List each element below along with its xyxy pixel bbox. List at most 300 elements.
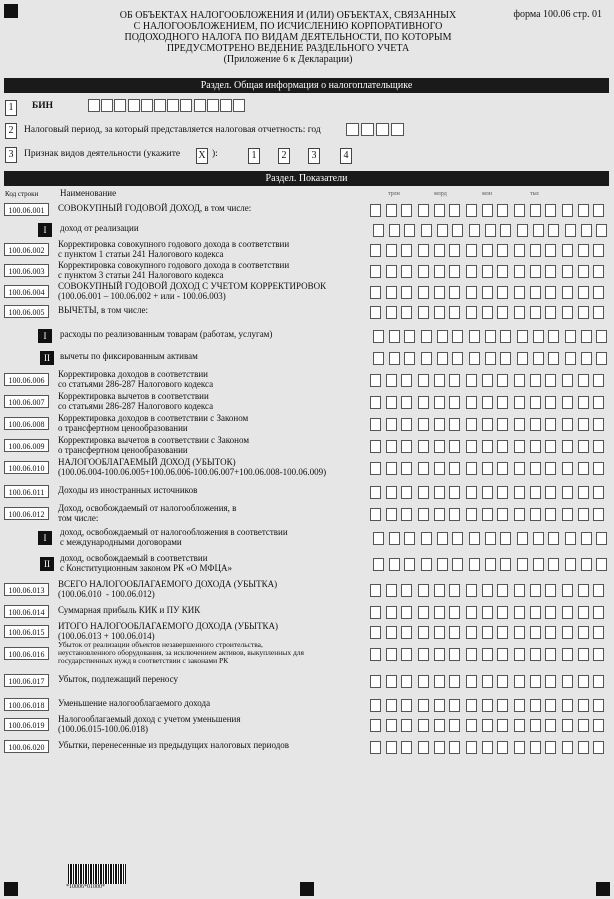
amount-digit-cell[interactable] xyxy=(514,286,525,299)
amount-digit-cell[interactable] xyxy=(386,244,397,257)
amount-digit-cell[interactable] xyxy=(482,244,493,257)
amount-digit-cell[interactable] xyxy=(593,306,604,319)
amount-digit-cell[interactable] xyxy=(482,418,493,431)
amount-digit-cell[interactable] xyxy=(418,374,429,387)
amount-digit-cell[interactable] xyxy=(596,532,607,545)
amount-digit-cell[interactable] xyxy=(545,265,556,278)
amount-digit-cell[interactable] xyxy=(530,265,541,278)
amount-digit-cell[interactable] xyxy=(497,741,508,754)
amount-digit-cell[interactable] xyxy=(466,606,477,619)
amount-digit-cell[interactable] xyxy=(401,286,412,299)
activity-option-2-checkbox[interactable]: 2 xyxy=(278,148,290,164)
amount-digit-cell[interactable] xyxy=(500,558,511,571)
amount-digit-cell[interactable] xyxy=(562,440,573,453)
amount-digit-cell[interactable] xyxy=(449,648,460,661)
amount-digit-cell[interactable] xyxy=(386,584,397,597)
amount-digit-cell[interactable] xyxy=(401,244,412,257)
amount-digit-cell[interactable] xyxy=(401,265,412,278)
amount-digit-cell[interactable] xyxy=(434,418,445,431)
amount-digit-cell[interactable] xyxy=(386,699,397,712)
amount-digit-cell[interactable] xyxy=(482,675,493,688)
amount-digit-cell[interactable] xyxy=(593,486,604,499)
amount-digit-cell[interactable] xyxy=(581,558,592,571)
amount-digit-cell[interactable] xyxy=(434,675,445,688)
digit-cell[interactable] xyxy=(361,123,374,136)
amount-digit-cell[interactable] xyxy=(434,584,445,597)
amount-digit-cell[interactable] xyxy=(578,418,589,431)
amount-digit-cell[interactable] xyxy=(578,508,589,521)
amount-digit-cell[interactable] xyxy=(449,486,460,499)
amount-digit-cell[interactable] xyxy=(466,508,477,521)
amount-digit-cell[interactable] xyxy=(545,508,556,521)
amount-digit-cell[interactable] xyxy=(514,648,525,661)
amount-digit-cell[interactable] xyxy=(578,699,589,712)
amount-digit-cell[interactable] xyxy=(418,306,429,319)
amount-digit-cell[interactable] xyxy=(497,306,508,319)
amount-digit-cell[interactable] xyxy=(401,719,412,732)
amount-digit-cell[interactable] xyxy=(485,352,496,365)
amount-digit-cell[interactable] xyxy=(548,558,559,571)
amount-digit-cell[interactable] xyxy=(482,286,493,299)
amount-digit-cell[interactable] xyxy=(389,558,400,571)
amount-digit-cell[interactable] xyxy=(370,699,381,712)
amount-digit-cell[interactable] xyxy=(386,626,397,639)
amount-digit-cell[interactable] xyxy=(386,486,397,499)
digit-cell[interactable] xyxy=(194,99,206,112)
amount-digit-cell[interactable] xyxy=(530,584,541,597)
amount-digit-cell[interactable] xyxy=(514,626,525,639)
amount-digit-cell[interactable] xyxy=(386,508,397,521)
amount-digit-cell[interactable] xyxy=(514,418,525,431)
amount-digit-cell[interactable] xyxy=(578,396,589,409)
amount-digit-cell[interactable] xyxy=(593,244,604,257)
amount-digit-cell[interactable] xyxy=(373,224,384,237)
amount-digit-cell[interactable] xyxy=(389,532,400,545)
amount-digit-cell[interactable] xyxy=(401,648,412,661)
amount-digit-cell[interactable] xyxy=(449,265,460,278)
amount-digit-cell[interactable] xyxy=(482,508,493,521)
amount-digit-cell[interactable] xyxy=(466,418,477,431)
amount-digit-cell[interactable] xyxy=(434,204,445,217)
amount-digit-cell[interactable] xyxy=(370,374,381,387)
amount-digit-cell[interactable] xyxy=(418,204,429,217)
amount-digit-cell[interactable] xyxy=(386,648,397,661)
amount-digit-cell[interactable] xyxy=(562,508,573,521)
amount-digit-cell[interactable] xyxy=(578,265,589,278)
amount-digit-cell[interactable] xyxy=(466,244,477,257)
amount-digit-cell[interactable] xyxy=(370,440,381,453)
amount-digit-cell[interactable] xyxy=(593,648,604,661)
amount-digit-cell[interactable] xyxy=(370,675,381,688)
amount-digit-cell[interactable] xyxy=(434,648,445,661)
amount-digit-cell[interactable] xyxy=(545,204,556,217)
amount-digit-cell[interactable] xyxy=(593,719,604,732)
amount-digit-cell[interactable] xyxy=(530,741,541,754)
amount-digit-cell[interactable] xyxy=(466,675,477,688)
amount-digit-cell[interactable] xyxy=(482,486,493,499)
amount-digit-cell[interactable] xyxy=(404,330,415,343)
amount-digit-cell[interactable] xyxy=(497,204,508,217)
amount-digit-cell[interactable] xyxy=(514,204,525,217)
amount-digit-cell[interactable] xyxy=(497,675,508,688)
amount-digit-cell[interactable] xyxy=(482,265,493,278)
amount-digit-cell[interactable] xyxy=(497,584,508,597)
amount-digit-cell[interactable] xyxy=(373,532,384,545)
amount-digit-cell[interactable] xyxy=(401,462,412,475)
amount-digit-cell[interactable] xyxy=(418,699,429,712)
amount-digit-cell[interactable] xyxy=(469,532,480,545)
amount-digit-cell[interactable] xyxy=(562,204,573,217)
amount-digit-cell[interactable] xyxy=(562,699,573,712)
amount-digit-cell[interactable] xyxy=(545,418,556,431)
amount-digit-cell[interactable] xyxy=(418,396,429,409)
amount-digit-cell[interactable] xyxy=(545,648,556,661)
amount-digit-cell[interactable] xyxy=(370,244,381,257)
amount-digit-cell[interactable] xyxy=(593,418,604,431)
amount-digit-cell[interactable] xyxy=(418,719,429,732)
amount-digit-cell[interactable] xyxy=(449,626,460,639)
amount-digit-cell[interactable] xyxy=(418,486,429,499)
amount-digit-cell[interactable] xyxy=(497,396,508,409)
amount-digit-cell[interactable] xyxy=(370,626,381,639)
amount-digit-cell[interactable] xyxy=(517,532,528,545)
amount-digit-cell[interactable] xyxy=(466,648,477,661)
amount-digit-cell[interactable] xyxy=(485,558,496,571)
amount-digit-cell[interactable] xyxy=(497,374,508,387)
amount-digit-cell[interactable] xyxy=(562,306,573,319)
amount-digit-cell[interactable] xyxy=(497,508,508,521)
amount-digit-cell[interactable] xyxy=(482,648,493,661)
amount-digit-cell[interactable] xyxy=(565,224,576,237)
digit-cell[interactable] xyxy=(346,123,359,136)
amount-digit-cell[interactable] xyxy=(434,719,445,732)
digit-cell[interactable] xyxy=(101,99,113,112)
amount-digit-cell[interactable] xyxy=(449,719,460,732)
amount-digit-cell[interactable] xyxy=(401,606,412,619)
amount-digit-cell[interactable] xyxy=(578,606,589,619)
amount-digit-cell[interactable] xyxy=(404,532,415,545)
amount-digit-cell[interactable] xyxy=(370,486,381,499)
amount-digit-cell[interactable] xyxy=(578,648,589,661)
amount-digit-cell[interactable] xyxy=(449,440,460,453)
amount-digit-cell[interactable] xyxy=(449,286,460,299)
amount-digit-cell[interactable] xyxy=(530,286,541,299)
amount-digit-cell[interactable] xyxy=(418,286,429,299)
amount-digit-cell[interactable] xyxy=(434,306,445,319)
digit-cell[interactable] xyxy=(128,99,140,112)
amount-digit-cell[interactable] xyxy=(466,374,477,387)
amount-digit-cell[interactable] xyxy=(386,204,397,217)
amount-digit-cell[interactable] xyxy=(530,699,541,712)
amount-digit-cell[interactable] xyxy=(449,584,460,597)
amount-digit-cell[interactable] xyxy=(593,741,604,754)
amount-digit-cell[interactable] xyxy=(373,352,384,365)
amount-digit-cell[interactable] xyxy=(449,396,460,409)
amount-digit-cell[interactable] xyxy=(434,508,445,521)
amount-digit-cell[interactable] xyxy=(545,396,556,409)
amount-digit-cell[interactable] xyxy=(401,699,412,712)
digit-cell[interactable] xyxy=(376,123,389,136)
amount-digit-cell[interactable] xyxy=(514,584,525,597)
amount-digit-cell[interactable] xyxy=(449,699,460,712)
amount-digit-cell[interactable] xyxy=(497,440,508,453)
amount-digit-cell[interactable] xyxy=(437,224,448,237)
amount-digit-cell[interactable] xyxy=(562,584,573,597)
amount-digit-cell[interactable] xyxy=(562,626,573,639)
amount-digit-cell[interactable] xyxy=(562,244,573,257)
amount-digit-cell[interactable] xyxy=(578,675,589,688)
amount-digit-cell[interactable] xyxy=(418,462,429,475)
amount-digit-cell[interactable] xyxy=(437,330,448,343)
digit-cell[interactable] xyxy=(391,123,404,136)
amount-digit-cell[interactable] xyxy=(418,244,429,257)
amount-digit-cell[interactable] xyxy=(421,558,432,571)
digit-cell[interactable] xyxy=(233,99,245,112)
amount-digit-cell[interactable] xyxy=(562,418,573,431)
amount-digit-cell[interactable] xyxy=(449,508,460,521)
amount-digit-cell[interactable] xyxy=(530,486,541,499)
amount-digit-cell[interactable] xyxy=(449,675,460,688)
amount-digit-cell[interactable] xyxy=(514,374,525,387)
amount-digit-cell[interactable] xyxy=(466,204,477,217)
amount-digit-cell[interactable] xyxy=(421,224,432,237)
amount-digit-cell[interactable] xyxy=(469,558,480,571)
digit-cell[interactable] xyxy=(207,99,219,112)
digit-cell[interactable] xyxy=(220,99,232,112)
activity-option-3-checkbox[interactable]: 3 xyxy=(308,148,320,164)
amount-digit-cell[interactable] xyxy=(434,396,445,409)
amount-digit-cell[interactable] xyxy=(545,741,556,754)
amount-digit-cell[interactable] xyxy=(562,675,573,688)
digit-cell[interactable] xyxy=(180,99,192,112)
amount-digit-cell[interactable] xyxy=(548,330,559,343)
amount-digit-cell[interactable] xyxy=(593,606,604,619)
amount-digit-cell[interactable] xyxy=(514,508,525,521)
amount-digit-cell[interactable] xyxy=(514,675,525,688)
amount-digit-cell[interactable] xyxy=(562,374,573,387)
amount-digit-cell[interactable] xyxy=(514,606,525,619)
amount-digit-cell[interactable] xyxy=(466,396,477,409)
amount-digit-cell[interactable] xyxy=(401,675,412,688)
amount-digit-cell[interactable] xyxy=(530,606,541,619)
amount-digit-cell[interactable] xyxy=(514,741,525,754)
amount-digit-cell[interactable] xyxy=(545,462,556,475)
amount-digit-cell[interactable] xyxy=(401,626,412,639)
amount-digit-cell[interactable] xyxy=(404,224,415,237)
amount-digit-cell[interactable] xyxy=(545,286,556,299)
amount-digit-cell[interactable] xyxy=(578,584,589,597)
amount-digit-cell[interactable] xyxy=(421,330,432,343)
amount-digit-cell[interactable] xyxy=(418,584,429,597)
amount-digit-cell[interactable] xyxy=(466,306,477,319)
amount-digit-cell[interactable] xyxy=(562,286,573,299)
amount-digit-cell[interactable] xyxy=(418,440,429,453)
amount-digit-cell[interactable] xyxy=(373,558,384,571)
amount-digit-cell[interactable] xyxy=(370,306,381,319)
amount-digit-cell[interactable] xyxy=(562,486,573,499)
amount-digit-cell[interactable] xyxy=(449,418,460,431)
amount-digit-cell[interactable] xyxy=(593,396,604,409)
amount-digit-cell[interactable] xyxy=(593,462,604,475)
amount-digit-cell[interactable] xyxy=(469,352,480,365)
amount-digit-cell[interactable] xyxy=(482,719,493,732)
amount-digit-cell[interactable] xyxy=(449,374,460,387)
amount-digit-cell[interactable] xyxy=(401,440,412,453)
amount-digit-cell[interactable] xyxy=(482,626,493,639)
amount-digit-cell[interactable] xyxy=(530,626,541,639)
amount-digit-cell[interactable] xyxy=(517,352,528,365)
amount-digit-cell[interactable] xyxy=(545,486,556,499)
amount-digit-cell[interactable] xyxy=(545,374,556,387)
amount-digit-cell[interactable] xyxy=(562,462,573,475)
amount-digit-cell[interactable] xyxy=(596,330,607,343)
amount-digit-cell[interactable] xyxy=(401,396,412,409)
amount-digit-cell[interactable] xyxy=(545,626,556,639)
amount-digit-cell[interactable] xyxy=(596,224,607,237)
amount-digit-cell[interactable] xyxy=(517,330,528,343)
amount-digit-cell[interactable] xyxy=(578,741,589,754)
amount-digit-cell[interactable] xyxy=(530,719,541,732)
amount-digit-cell[interactable] xyxy=(593,440,604,453)
amount-digit-cell[interactable] xyxy=(482,584,493,597)
amount-digit-cell[interactable] xyxy=(370,606,381,619)
amount-digit-cell[interactable] xyxy=(370,741,381,754)
amount-digit-cell[interactable] xyxy=(497,286,508,299)
amount-digit-cell[interactable] xyxy=(373,330,384,343)
amount-digit-cell[interactable] xyxy=(565,532,576,545)
amount-digit-cell[interactable] xyxy=(386,396,397,409)
amount-digit-cell[interactable] xyxy=(389,330,400,343)
digit-cell[interactable] xyxy=(167,99,179,112)
amount-digit-cell[interactable] xyxy=(500,224,511,237)
amount-digit-cell[interactable] xyxy=(578,204,589,217)
amount-digit-cell[interactable] xyxy=(370,396,381,409)
digit-cell[interactable] xyxy=(114,99,126,112)
amount-digit-cell[interactable] xyxy=(482,374,493,387)
amount-digit-cell[interactable] xyxy=(386,418,397,431)
amount-digit-cell[interactable] xyxy=(482,440,493,453)
amount-digit-cell[interactable] xyxy=(389,352,400,365)
amount-digit-cell[interactable] xyxy=(466,486,477,499)
amount-digit-cell[interactable] xyxy=(562,741,573,754)
amount-digit-cell[interactable] xyxy=(482,741,493,754)
amount-digit-cell[interactable] xyxy=(517,558,528,571)
digit-cell[interactable] xyxy=(154,99,166,112)
amount-digit-cell[interactable] xyxy=(562,606,573,619)
amount-digit-cell[interactable] xyxy=(434,741,445,754)
amount-digit-cell[interactable] xyxy=(545,719,556,732)
amount-digit-cell[interactable] xyxy=(530,462,541,475)
amount-digit-cell[interactable] xyxy=(418,626,429,639)
amount-digit-cell[interactable] xyxy=(578,306,589,319)
amount-digit-cell[interactable] xyxy=(545,244,556,257)
amount-digit-cell[interactable] xyxy=(418,606,429,619)
amount-digit-cell[interactable] xyxy=(562,265,573,278)
amount-digit-cell[interactable] xyxy=(401,508,412,521)
amount-digit-cell[interactable] xyxy=(386,606,397,619)
amount-digit-cell[interactable] xyxy=(497,244,508,257)
amount-digit-cell[interactable] xyxy=(497,265,508,278)
amount-digit-cell[interactable] xyxy=(593,286,604,299)
amount-digit-cell[interactable] xyxy=(389,224,400,237)
amount-digit-cell[interactable] xyxy=(497,648,508,661)
amount-digit-cell[interactable] xyxy=(418,265,429,278)
amount-digit-cell[interactable] xyxy=(545,606,556,619)
amount-digit-cell[interactable] xyxy=(593,675,604,688)
amount-digit-cell[interactable] xyxy=(482,462,493,475)
amount-digit-cell[interactable] xyxy=(578,626,589,639)
amount-digit-cell[interactable] xyxy=(370,462,381,475)
amount-digit-cell[interactable] xyxy=(530,244,541,257)
amount-digit-cell[interactable] xyxy=(593,508,604,521)
amount-digit-cell[interactable] xyxy=(548,352,559,365)
amount-digit-cell[interactable] xyxy=(452,532,463,545)
amount-digit-cell[interactable] xyxy=(562,719,573,732)
amount-digit-cell[interactable] xyxy=(386,306,397,319)
amount-digit-cell[interactable] xyxy=(452,224,463,237)
amount-digit-cell[interactable] xyxy=(578,462,589,475)
amount-digit-cell[interactable] xyxy=(452,558,463,571)
amount-digit-cell[interactable] xyxy=(497,699,508,712)
amount-digit-cell[interactable] xyxy=(565,352,576,365)
amount-digit-cell[interactable] xyxy=(386,719,397,732)
amount-digit-cell[interactable] xyxy=(514,244,525,257)
amount-digit-cell[interactable] xyxy=(401,418,412,431)
amount-digit-cell[interactable] xyxy=(593,265,604,278)
amount-digit-cell[interactable] xyxy=(370,204,381,217)
amount-digit-cell[interactable] xyxy=(581,352,592,365)
amount-digit-cell[interactable] xyxy=(449,306,460,319)
amount-digit-cell[interactable] xyxy=(514,486,525,499)
amount-digit-cell[interactable] xyxy=(434,486,445,499)
amount-digit-cell[interactable] xyxy=(565,558,576,571)
amount-digit-cell[interactable] xyxy=(578,719,589,732)
amount-digit-cell[interactable] xyxy=(466,626,477,639)
amount-digit-cell[interactable] xyxy=(466,741,477,754)
amount-digit-cell[interactable] xyxy=(530,396,541,409)
amount-digit-cell[interactable] xyxy=(533,532,544,545)
amount-digit-cell[interactable] xyxy=(449,244,460,257)
amount-digit-cell[interactable] xyxy=(449,462,460,475)
amount-digit-cell[interactable] xyxy=(449,204,460,217)
amount-digit-cell[interactable] xyxy=(545,440,556,453)
amount-digit-cell[interactable] xyxy=(401,374,412,387)
amount-digit-cell[interactable] xyxy=(434,606,445,619)
amount-digit-cell[interactable] xyxy=(593,626,604,639)
amount-digit-cell[interactable] xyxy=(418,418,429,431)
amount-digit-cell[interactable] xyxy=(418,508,429,521)
digit-cell[interactable] xyxy=(141,99,153,112)
amount-digit-cell[interactable] xyxy=(434,440,445,453)
amount-digit-cell[interactable] xyxy=(401,486,412,499)
amount-digit-cell[interactable] xyxy=(545,675,556,688)
amount-digit-cell[interactable] xyxy=(548,532,559,545)
amount-digit-cell[interactable] xyxy=(404,352,415,365)
amount-digit-cell[interactable] xyxy=(437,558,448,571)
amount-digit-cell[interactable] xyxy=(452,352,463,365)
amount-digit-cell[interactable] xyxy=(578,244,589,257)
amount-digit-cell[interactable] xyxy=(434,626,445,639)
amount-digit-cell[interactable] xyxy=(449,606,460,619)
amount-digit-cell[interactable] xyxy=(386,440,397,453)
amount-digit-cell[interactable] xyxy=(437,352,448,365)
amount-digit-cell[interactable] xyxy=(530,306,541,319)
amount-digit-cell[interactable] xyxy=(530,418,541,431)
amount-digit-cell[interactable] xyxy=(514,462,525,475)
amount-digit-cell[interactable] xyxy=(530,675,541,688)
amount-digit-cell[interactable] xyxy=(370,508,381,521)
amount-digit-cell[interactable] xyxy=(530,204,541,217)
